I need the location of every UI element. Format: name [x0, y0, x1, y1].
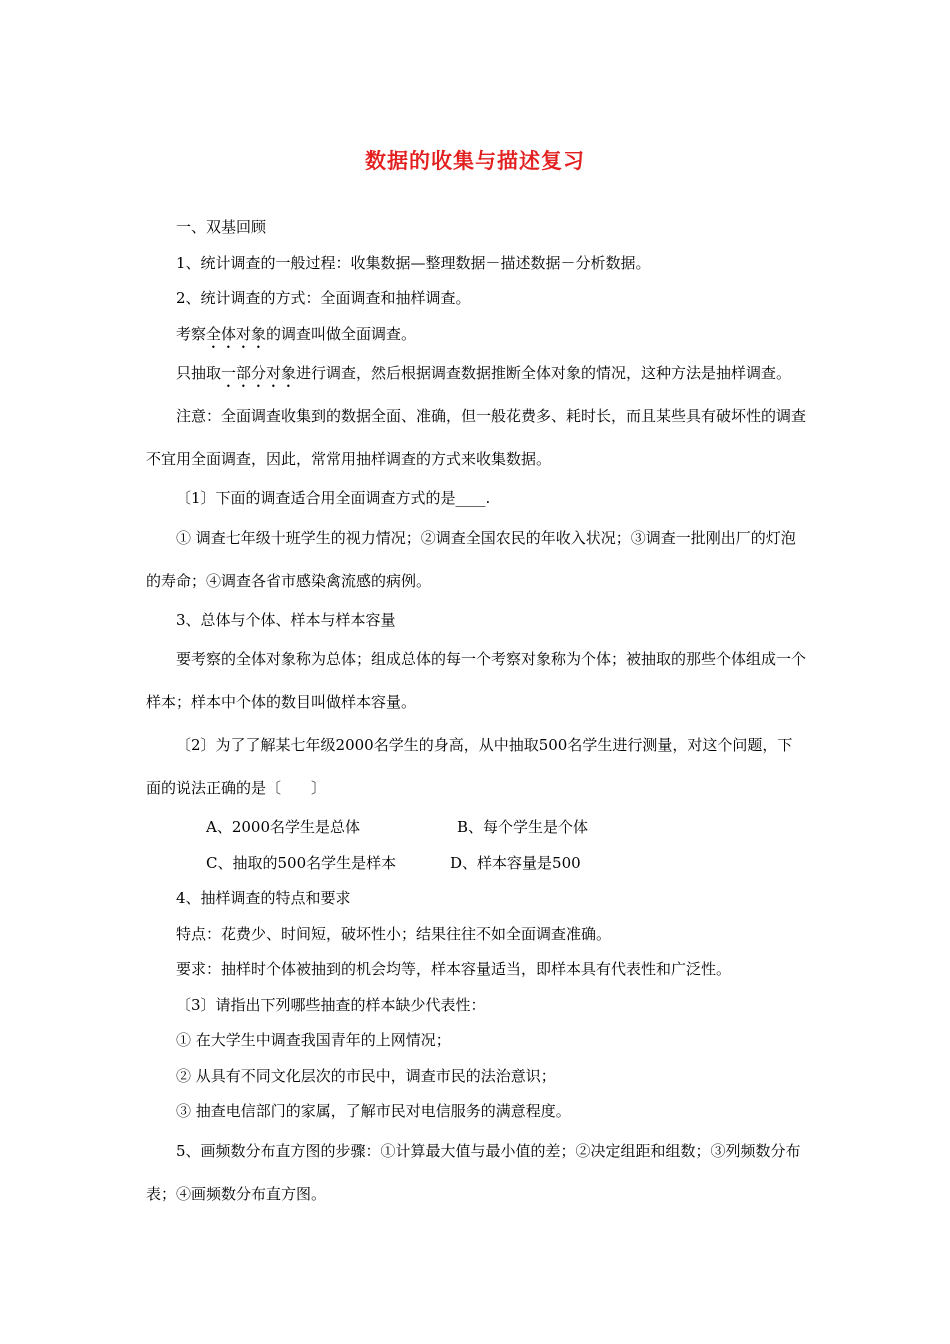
question-2-options-cd	[146, 846, 806, 882]
sample-suffix: 进行调查，然后根据调查数据推断全体对象的情况，这种方法是抽样调查。	[296, 364, 792, 382]
item-4-requirements: 要求：抽样时个体被抽到的机会均等，样本容量适当，即样本具有代表性和广泛性。	[176, 960, 732, 978]
item-5: 5、画频数分布直方图的步骤：①计算最大值与最小值的差；②决定组距和组数；③列频数分布表；④画频数分布直方图。	[146, 1141, 801, 1203]
item-2: 2、统计调查的方式：全面调查和抽样调查。	[176, 289, 471, 307]
sample-definition	[146, 352, 806, 395]
item-4: 4、抽样调查的特点和要求	[176, 889, 351, 907]
census-prefix: 考察	[176, 324, 207, 343]
question-3: 〔3〕请指出下列哪些抽查的样本缺少代表性：	[176, 995, 486, 1014]
item-4-features: 特点：花费少、时间短，破坏性小；结果往往不如全面调查准确。	[176, 924, 612, 943]
option-b: B、每个学生是个体	[457, 818, 589, 836]
item-3: 3、总体与个体、样本与样本容量	[176, 610, 396, 629]
option-c: C、抽取的500名学生是样本	[206, 853, 397, 872]
option-d: D、样本容量是500	[450, 853, 581, 872]
census-definition	[146, 317, 806, 353]
option-a: A、2000名学生是总体	[206, 818, 361, 836]
item-3-definition: 要考察的全体对象称为总体；组成总体的每一个考察对象称为个体；被抽取的那些个体组成一个样本；样本中个体的数目叫做样本容量。	[146, 650, 807, 711]
section-heading: 一、双基回顾	[176, 218, 267, 236]
item-1: 1、统计调查的一般过程：收集数据—整理数据－描述数据－分析数据。	[176, 253, 651, 272]
sample-prefix: 只抽取	[176, 364, 222, 382]
question-3-item-2: ② 从具有不同文化层次的市民中，调查市民的法治意识；	[176, 1066, 556, 1085]
question-1: 〔1〕下面的调查适合用全面调查方式的是____.	[176, 489, 491, 507]
document-body	[146, 210, 806, 1216]
census-emphasis: 全体对象	[206, 324, 267, 343]
question-3-item-1: ① 在大学生中调查我国青年的上网情况；	[176, 1031, 451, 1049]
note: 注意：全面调查收集到的数据全面、准确，但一般花费多、耗时长，而且某些具有破坏性的调查不宜用全面调查，因此，常常用抽样调查的方式来收集数据。	[146, 407, 807, 468]
sample-emphasis: 一部分对象	[221, 364, 297, 382]
question-3-item-3: ③ 抽查电信部门的家属，了解市民对电信服务的满意程度。	[176, 1102, 571, 1120]
census-suffix: 的调查叫做全面调查。	[266, 324, 417, 343]
question-1-options: ① 调查七年级十班学生的视力情况；②调查全国农民的年收入状况；③调查一批刚出厂的灯泡的寿命；④调查各省市感染禽流感的病例。	[146, 528, 796, 590]
document-title: 数据的收集与描述复习	[365, 149, 585, 173]
question-2: 〔2〕为了了解某七年级2000名学生的身高，从中抽取500名学生进行测量，对这个问题，下面的说法正确的是〔 〕	[146, 736, 793, 797]
question-2-options-ab	[146, 810, 806, 846]
